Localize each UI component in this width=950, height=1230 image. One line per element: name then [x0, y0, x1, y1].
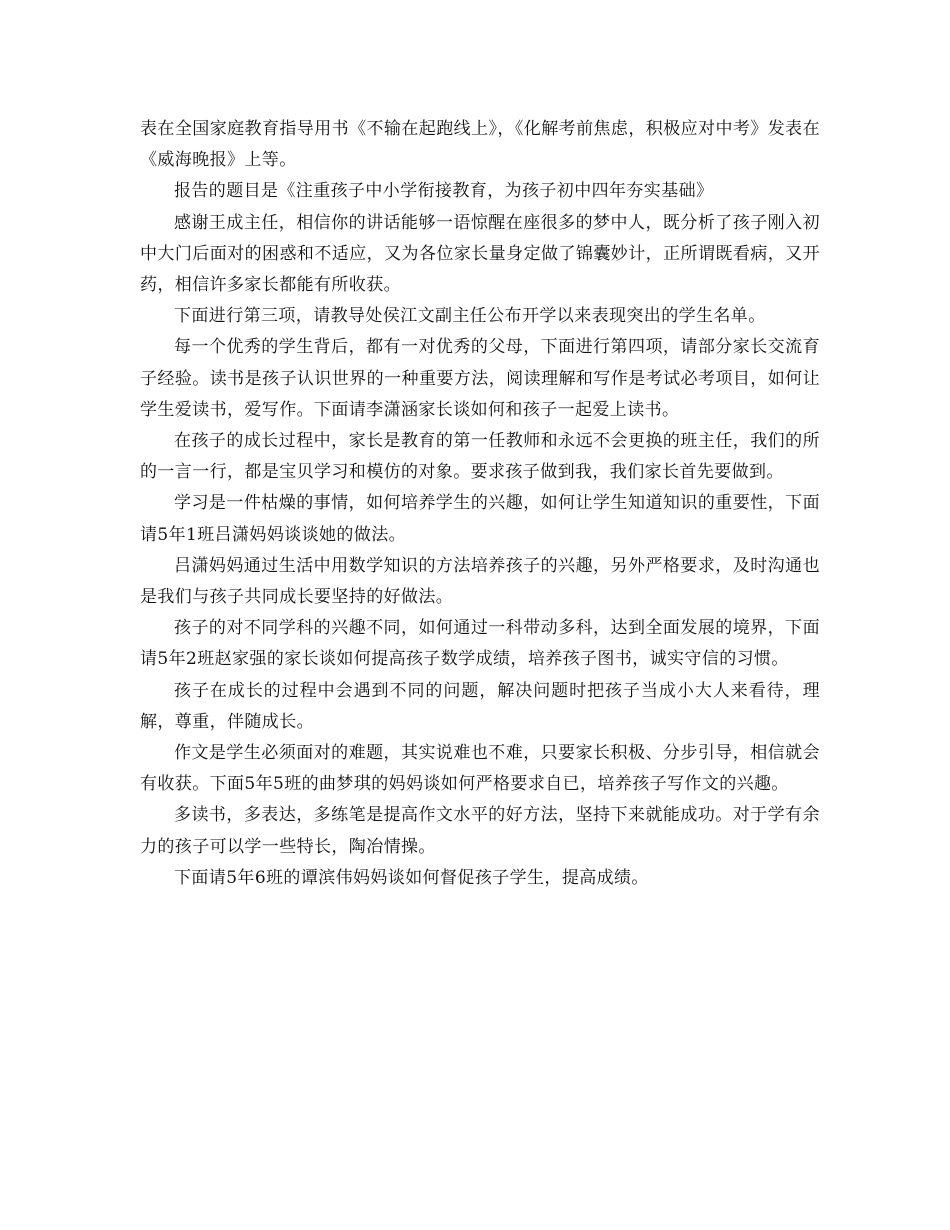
document-page [140, 114, 820, 894]
paragraph-item-three: 下面进行第三项，请教导处侯江文副主任公布开学以来表现突出的学生名单。 [174, 306, 766, 327]
paragraph-composition: 作文是学生必须面对的难题，其实说难也不难，只要家长积极、分步引导，相信就会有收获。下面5年5班的曲梦琪的妈妈谈如何严格要求自已，培养孩子写作文的兴趣。 [140, 743, 820, 795]
paragraph-parents-role: 在孩子的成长过程中，家长是教育的第一任教师和永远不会更换的班主任，我们的所的一言一行，都是宝贝学习和模仿的对象。要求孩子做到我，我们家长首先要做到。 [140, 431, 820, 483]
paragraph-next-speaker: 下面请5年6班的谭滨伟妈妈谈如何督促孩子学生，提高成绩。 [174, 867, 649, 888]
paragraph-thanks: 感谢王成主任，相信你的讲话能够一语惊醒在座很多的梦中人，既分析了孩子刚入初中大门后面对的困惑和不适应，又为各位家长量身定做了锦囊妙计，正所谓既看病，又开药，相信许多家长都能有所收获。 [140, 212, 820, 296]
paragraph-subjects: 孩子的对不同学科的兴趣不同，如何通过一科带动多科，达到全面发展的境界，下面请5年2班赵家强的家长谈如何提高孩子数学成绩，培养孩子图书，诚实守信的习惯。 [140, 618, 820, 670]
paragraph-continuation: 表在全国家庭教育指导用书《不输在起跑线上》，《化解考前焦虑，积极应对中考》发表在《威海晚报》上等。 [140, 119, 820, 171]
paragraph-item-four: 每一个优秀的学生背后，都有一对优秀的父母，下面进行第四项，请部分家长交流育子经验。读书是孩子认识世界的一种重要方法，阅读理解和写作是考试必考项目，如何让学生爱读书，爱写作。下面请李潇涵家长谈如何和孩子一起爱上读书。 [140, 337, 820, 420]
paragraph-reading-writing: 多读书，多表达，多练笔是提高作文水平的好方法，坚持下来就能成功。对于学有余力的孩子可以学一些特长，陶冶情操。 [140, 805, 820, 857]
paragraph-report-title: 报告的题目是《注重孩子中小学衔接教育，为孩子初中四年夯实基础》 [174, 181, 714, 202]
paragraph-lvxiao-summary: 吕潇妈妈通过生活中用数学知识的方法培养孩子的兴趣，另外严格要求，及时沟通也是我们与孩子共同成长要坚持的好做法。 [140, 555, 820, 608]
paragraph-problems: 孩子在成长的过程中会遇到不同的问题，解决问题时把孩子当成小大人来看待，理解，尊重，伴随成长。 [140, 680, 820, 732]
paragraph-interest: 学习是一件枯燥的事情，如何培养学生的兴趣，如何让学生知道知识的重要性，下面请5年1班吕潇妈妈谈谈她的做法。 [140, 493, 820, 545]
